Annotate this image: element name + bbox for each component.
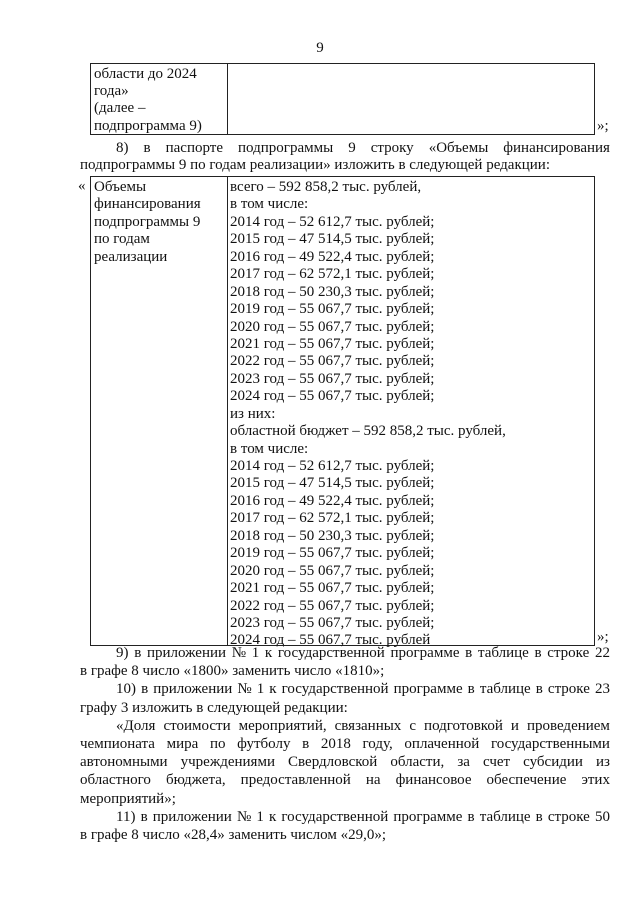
word: проведением — [526, 717, 610, 734]
financing-value-line: 2022 год – 55 067,7 тыс. рублей; — [230, 597, 435, 614]
word: программе — [393, 808, 463, 825]
financing-value-line: 2021 год – 55 067,7 тыс. рублей; — [230, 335, 435, 352]
word: 9) — [116, 645, 129, 661]
amendment-items — [80, 645, 610, 845]
quote-line-4 — [80, 772, 610, 790]
word: и — [510, 717, 519, 734]
financing-value-line: 2019 год – 55 067,7 тыс. рублей; — [230, 301, 435, 318]
word: строке — [547, 681, 590, 698]
word: Свердловской — [288, 754, 378, 771]
financing-value-line: 2022 год – 55 067,7 тыс. рублей; — [230, 353, 435, 370]
word: таблице — [477, 645, 529, 661]
table-open-quote: « — [78, 178, 86, 194]
financing-table-closing: »; — [597, 629, 609, 645]
word: паспорте — [165, 140, 224, 156]
word: государственной — [277, 645, 385, 661]
word: к — [269, 681, 277, 698]
word: году, — [362, 735, 393, 752]
word: в — [535, 808, 543, 825]
financing-value-line: 2018 год – 50 230,3 тыс. рублей; — [230, 527, 435, 544]
financing-table — [90, 176, 595, 649]
word: № — [236, 808, 252, 825]
financing-value-line: 2020 год – 55 067,7 тыс. рублей; — [230, 318, 435, 335]
financing-value-line: 2024 год – 55 067,7 тыс. рублей; — [230, 388, 435, 405]
word: 22 — [594, 645, 610, 661]
quote-line-1 — [80, 718, 610, 736]
word: счет — [482, 754, 511, 771]
word: подготовкой — [424, 717, 503, 734]
financing-value-line: областной бюджет – 592 858,2 тыс. рублей, — [230, 423, 506, 440]
word: таблице — [479, 808, 531, 825]
word: строку — [370, 140, 414, 156]
financing-value-line: в том числе: — [230, 440, 309, 457]
financing-value-line: 2017 год – 62 572,1 тыс. рублей; — [230, 510, 435, 527]
financing-value-line: 2016 год – 49 522,4 тыс. рублей; — [230, 492, 435, 509]
word: бюджета, — [165, 772, 226, 789]
table-fragment-label-cell — [91, 64, 228, 134]
word: из — [595, 754, 610, 771]
word: строке — [547, 808, 590, 825]
word: с — [409, 717, 417, 734]
word: учреждениями — [180, 754, 275, 771]
financing-label-line: финансирования — [94, 196, 201, 213]
word: мира — [166, 735, 199, 752]
word: чемпионата — [80, 735, 155, 752]
word: 50 — [594, 808, 610, 825]
table-fragment-line: подпрограмма 9) — [94, 117, 202, 134]
word: в — [535, 681, 543, 698]
financing-value-line: 2021 год – 55 067,7 тыс. рублей; — [230, 580, 435, 597]
financing-value-line: 2023 год – 55 067,7 тыс. рублей; — [230, 370, 435, 387]
word: № — [237, 681, 252, 698]
word: в — [140, 808, 148, 825]
word: в — [141, 681, 149, 698]
word: в — [467, 808, 475, 825]
financing-label-line: Объемы — [94, 179, 147, 195]
financing-value-line: 2019 год – 55 067,7 тыс. рублей; — [230, 545, 435, 562]
financing-value-line: в том числе: — [230, 196, 309, 213]
table-fragment-closing: »; — [597, 118, 609, 134]
financing-value-line: 2018 год – 50 230,3 тыс. рублей; — [230, 283, 435, 300]
word: «Доля — [116, 717, 156, 734]
word: области, — [390, 754, 445, 771]
item-10-line-1 — [80, 681, 610, 699]
word: строке — [547, 645, 590, 661]
word: оплаченной — [404, 735, 480, 752]
financing-value-line: из них: — [230, 405, 276, 422]
item-10-line-2: графу 3 изложить в следующей редакции: — [80, 699, 348, 716]
financing-value-line: 2016 год – 49 522,4 тыс. рублей; — [230, 248, 435, 265]
financing-value-line: 2014 год – 52 612,7 тыс. рублей; — [230, 213, 435, 230]
word: стоимости — [163, 717, 231, 734]
word: к — [264, 645, 273, 661]
word: связанных — [334, 717, 402, 734]
word: в — [143, 140, 151, 156]
word: финансирования — [503, 140, 610, 156]
word: финансовое — [395, 772, 472, 789]
quote-line-5: мероприятий»; — [80, 790, 176, 807]
financing-table-value-cell — [230, 177, 590, 650]
financing-value-line: всего – 592 858,2 тыс. рублей, — [230, 179, 422, 195]
word: в — [134, 645, 142, 661]
financing-value-line: 2024 год – 55 067,7 тыс. рублей — [230, 632, 431, 649]
financing-value-line: 2014 год – 52 612,7 тыс. рублей; — [230, 458, 435, 474]
word: 9 — [348, 140, 356, 156]
word: «Объемы — [428, 140, 489, 156]
word: мероприятий, — [238, 717, 327, 734]
table-fragment-line: года» — [94, 83, 129, 100]
financing-value-line: 2015 год – 47 514,5 тыс. рублей; — [230, 231, 435, 248]
word: на — [365, 772, 381, 789]
word: государственной — [281, 681, 389, 698]
page-number: 9 — [316, 40, 324, 56]
word: в — [465, 645, 473, 661]
word: государственной — [281, 808, 389, 825]
financing-label-line: реализации — [94, 248, 168, 265]
word: автономными — [80, 754, 168, 771]
word: 2018 — [320, 735, 351, 752]
word: государственными — [490, 735, 610, 752]
word: приложении — [146, 645, 227, 661]
financing-label-line: по годам — [94, 231, 150, 248]
financing-value-line: 2015 год – 47 514,5 тыс. рублей; — [230, 475, 435, 492]
word: 10) — [116, 681, 136, 698]
word: в — [534, 645, 542, 661]
paragraph-8-line-1 — [80, 140, 610, 157]
word: этих — [581, 772, 610, 789]
word: в — [467, 681, 475, 698]
word: 8) — [116, 140, 129, 156]
word: в — [302, 735, 310, 752]
word: за — [457, 754, 470, 771]
word: предоставленной — [240, 772, 351, 789]
table-fragment-top — [90, 63, 595, 135]
financing-value-line: 2023 год – 55 067,7 тыс. рублей; — [230, 614, 435, 631]
paragraph-8 — [80, 140, 610, 174]
financing-value-line: 2017 год – 62 572,1 тыс. рублей; — [230, 266, 435, 283]
quote-line-2 — [80, 736, 610, 754]
word: 1 — [251, 645, 260, 661]
word: № — [231, 645, 247, 661]
item-11-line-2: в графе 8 число «28,4» заменить числом «29,0»; — [80, 826, 387, 843]
word: подпрограммы — [238, 140, 334, 156]
item-9-line-1 — [80, 645, 610, 663]
financing-label-line: подпрограммы 9 — [94, 213, 201, 230]
word: областного — [80, 772, 151, 789]
word: обеспечение — [486, 772, 567, 789]
word: 1 — [256, 681, 265, 698]
paragraph-8-line-2: подпрограммы 9 по годам реализации» изложить в следующей редакции: — [80, 157, 550, 174]
financing-table-label-cell — [91, 177, 228, 645]
item-9-line-2: в графе 8 число «1800» заменить число «1810»; — [80, 663, 385, 680]
word: таблице — [479, 681, 531, 698]
word: футболу — [237, 735, 291, 752]
word: программе — [393, 681, 463, 698]
table-fragment-line: области до 2024 — [94, 66, 197, 82]
word: 1 — [256, 808, 264, 825]
financing-value-line: 2020 год – 55 067,7 тыс. рублей; — [230, 562, 435, 579]
word: программе — [390, 645, 460, 661]
word: к — [268, 808, 277, 825]
table-fragment-line: (далее – — [94, 100, 146, 117]
word: приложении — [152, 808, 232, 825]
item-11-line-1 — [80, 809, 610, 827]
word: 23 — [594, 681, 610, 698]
quote-line-3 — [80, 754, 610, 772]
word: 11) — [116, 808, 136, 825]
word: субсидии — [523, 754, 583, 771]
word: приложении — [153, 681, 233, 698]
word: по — [209, 735, 226, 752]
